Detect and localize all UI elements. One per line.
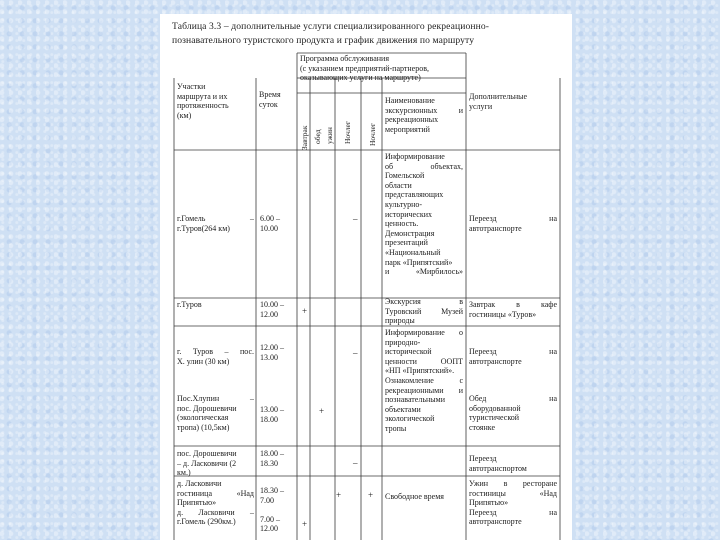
header-time: Время суток <box>259 90 281 109</box>
caption-line: Таблица 3.3 – дополнительные услуги специализированного рекреационно- <box>172 21 490 32</box>
header-additional: Дополнительные услуги <box>469 92 528 111</box>
caption-line: познавательного туристского продукта и график движения по маршруту <box>172 35 475 46</box>
header-program: Программа обслуживания (с указанием предприятий-партнеров, оказывающих услуги на маршруте) <box>300 54 430 83</box>
row-mark: + <box>336 490 342 500</box>
table-row-route: Пос.Хлупин – пос. Дорошевичи (экологическая тропа) (10,5км) <box>177 394 254 432</box>
table-row-service: Переезд на автотранспорте <box>469 347 557 366</box>
header-excursions: Наименование экскурсионных и рекреационных мероприятий <box>385 96 463 134</box>
row-mark: + <box>302 519 308 529</box>
table-row-route: г.Гомель – г.Туров(264 км) <box>177 214 254 233</box>
table-row-service: Завтрак в кафе гостиницы «Туров» <box>469 300 557 319</box>
row-mark: + <box>319 406 325 416</box>
table-row-time: 10.00 – 12.00 <box>260 300 284 319</box>
header-breakfast: Завтрак <box>300 125 309 150</box>
table-row-service: Переезд на автотранспорте <box>469 214 557 233</box>
table-row-excursion: Экскурсия в Туровский Музей природы <box>385 297 463 326</box>
table-row-route: пос. Дорошевичи – д. Ласковичи (2 км.) <box>177 449 237 478</box>
table-row-excursion: Свободное время <box>385 492 444 501</box>
table-row-time: 18.00 – 18.30 <box>260 449 284 468</box>
header-lunch-cont: ужин <box>325 127 334 144</box>
header-dinner: Ночлег <box>343 121 352 144</box>
header-lunch: обед <box>313 129 322 144</box>
table-row-excursion: Информирование о природно- исторической ценности ООПТ «НП «Припятский». Ознакомление с рекреационными и познавательными объектами экологической тропы <box>385 328 463 433</box>
table-row-service: Обед на оборудованной туристической стоянке <box>469 394 557 432</box>
document-page <box>160 14 572 540</box>
header-lodging: Ночлег <box>368 123 377 146</box>
table-row-service: Ужин в ресторане гостиницы «Над Припятью» Переезд на автотранспорте <box>469 479 557 527</box>
row-mark: – <box>353 348 358 358</box>
row-mark: + <box>368 490 374 500</box>
table-row-time: 18.30 – 7.00 7.00 – 12.00 <box>260 486 284 534</box>
row-mark: – <box>353 214 358 224</box>
table-row-route: д. Ласковичи гостиница «Над Припятью» д. Ласковичи – г.Гомель (290км.) <box>177 479 254 527</box>
table-row-time: 6.00 – 10.00 <box>260 214 280 233</box>
table-row-service: Переезд автотранспортом <box>469 454 527 473</box>
row-mark: + <box>302 306 308 316</box>
header-route: Участки маршрута и их протяженность (км) <box>177 82 229 120</box>
table-row-time: 12.00 – 13.00 <box>260 343 284 362</box>
row-mark: – <box>353 458 358 468</box>
table-row-route: г. Туров – пос. Х. улин (30 км) <box>177 347 254 366</box>
table-row-route: г.Туров <box>177 300 202 309</box>
table-row-time: 13.00 – 18.00 <box>260 405 284 424</box>
table-row-excursion: Информирование об объектах, Гомельской области представляющих культурно- исторических ценность. Демонстрация презентаций «Национальный парк «Припятский» и «Мирбилось» <box>385 152 463 277</box>
